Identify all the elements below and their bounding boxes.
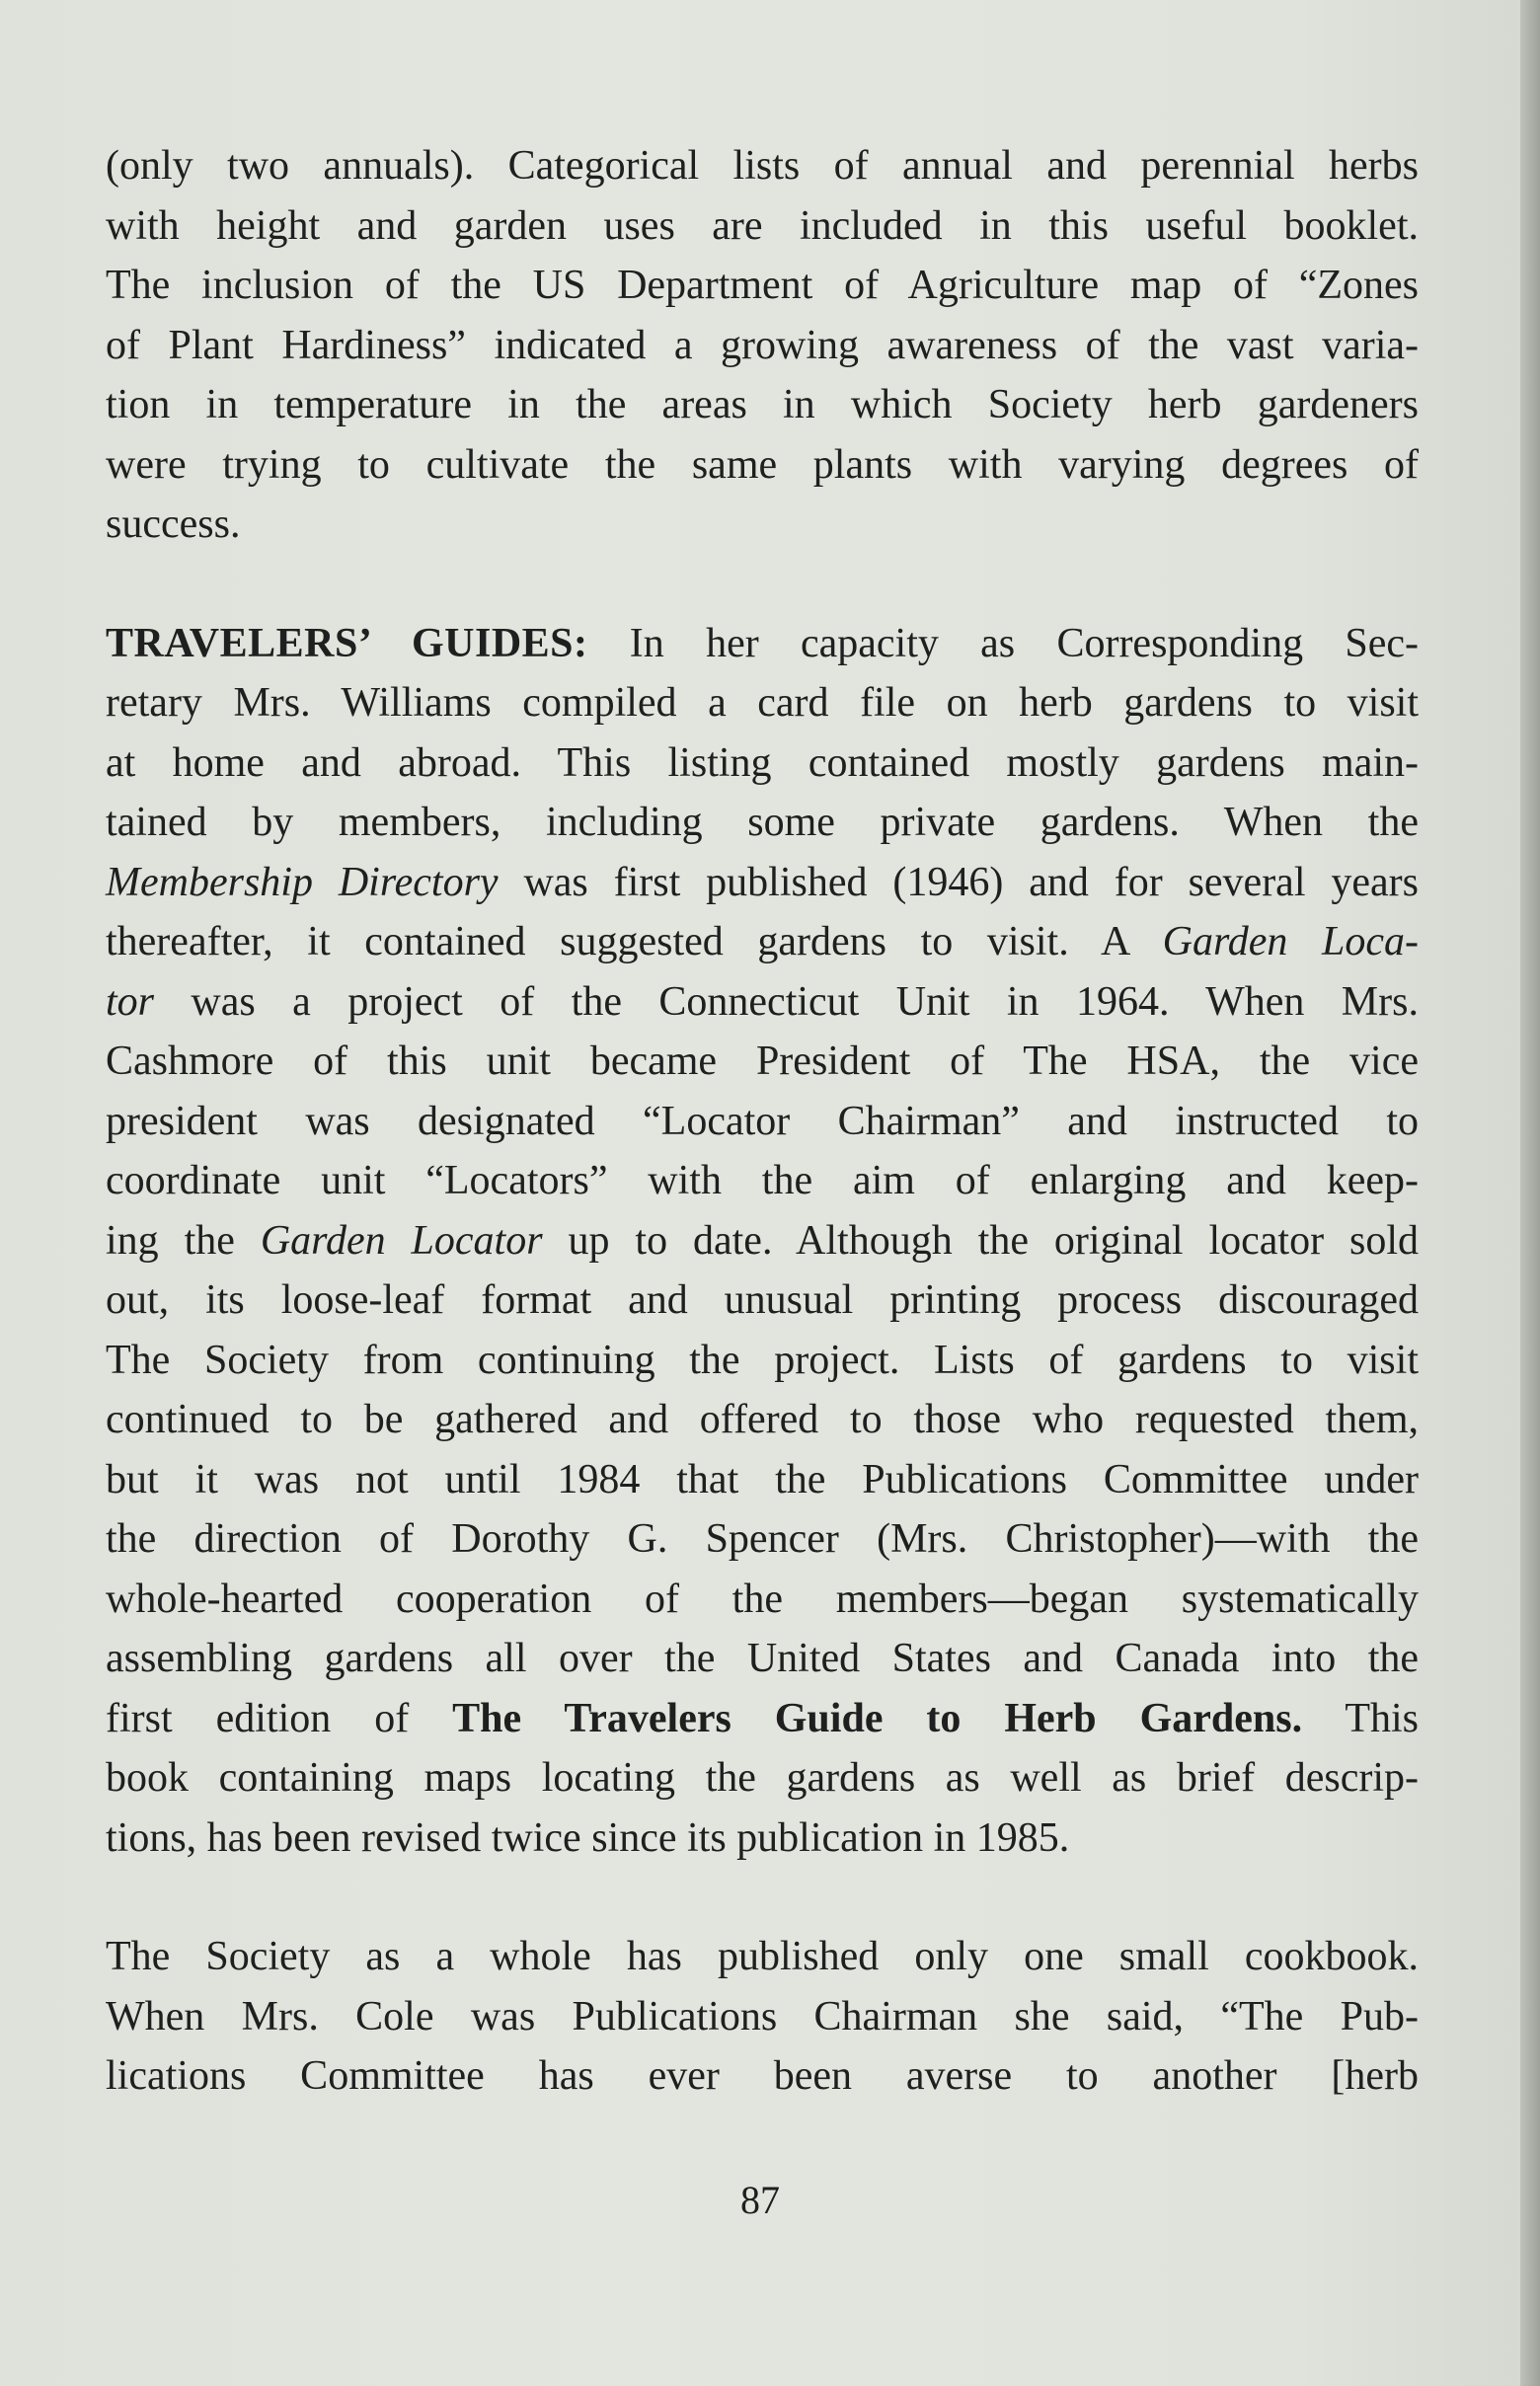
text-line: assembling gardens all over the United States and Canada into the — [106, 1636, 1419, 1681]
text-line: When Mrs. Cole was Publications Chairman she said, “The Pub- — [106, 1993, 1419, 2040]
text-line: tion in temperature in the areas in which Society herb gardeners — [106, 382, 1419, 427]
italic-title: Garden Locator — [260, 1217, 543, 1264]
page-number: 87 — [740, 2178, 780, 2222]
text-line: The Society from continuing the project. Lists of gardens to visit — [106, 1337, 1419, 1383]
text-line: of Plant Hardiness” indicated a growing awareness of the vast varia- — [106, 322, 1419, 368]
book-title: The Travelers Guide to Herb Gardens. — [452, 1695, 1303, 1741]
text-run: thereafter, it contained suggested gardens to visit. A — [106, 919, 1163, 964]
text-line: tained by members, including some private gardens. When the — [106, 800, 1419, 845]
paragraph-spacer — [106, 555, 1419, 614]
text-line: whole-hearted cooperation of the members—began systematically — [106, 1576, 1419, 1622]
paragraph-spacer — [106, 1868, 1419, 1927]
text-run: This — [1302, 1695, 1419, 1741]
text-line: at home and abroad. This listing contained mostly gardens main- — [106, 739, 1419, 786]
text-line: were trying to cultivate the same plants with varying degrees of — [106, 441, 1419, 488]
text-line: The inclusion of the US Department of Agriculture map of “Zones — [106, 263, 1419, 308]
text-run: In her capacity as Corresponding Sec- — [587, 620, 1419, 666]
text-line — [106, 1689, 1419, 1749]
text-line — [106, 853, 1419, 913]
paragraph-1 — [106, 136, 1419, 555]
paragraph-2 — [106, 614, 1419, 1869]
text-line — [106, 1211, 1419, 1271]
text-line: continued to be gathered and offered to those who requested them, — [106, 1397, 1419, 1442]
italic-title: Garden Loca- — [1162, 919, 1419, 964]
text-line: tions, has been revised twice since its publication in 1985. — [106, 1814, 1070, 1861]
text-line: success. — [106, 501, 241, 547]
text-run: up to date. Although the original locator sold — [542, 1217, 1419, 1264]
text-line — [106, 972, 1419, 1033]
page-edge — [1520, 0, 1540, 2386]
text-line: out, its loose-leaf format and unusual printing process discouraged — [106, 1277, 1419, 1323]
italic-title: tor — [106, 978, 155, 1025]
text-line: retary Mrs. Williams compiled a card file on herb gardens to visit — [106, 680, 1419, 726]
text-line — [106, 614, 1419, 674]
text-line: president was designated “Locator Chairman” and instructed to — [106, 1098, 1419, 1144]
text-run: was a project of the Connecticut Unit in 1964. When Mrs. — [154, 978, 1419, 1025]
text-line — [106, 912, 1419, 972]
body-text — [106, 136, 1419, 2107]
italic-title: Membership Directory — [106, 859, 499, 905]
text-line: lications Committee has ever been averse to another [herb — [106, 2053, 1419, 2099]
text-line: with height and garden uses are included in this useful booklet. — [106, 202, 1419, 249]
text-line: the direction of Dorothy G. Spencer (Mrs. Christopher)—with the — [106, 1516, 1419, 1562]
text-line: The Society as a whole has published only one small cookbook. — [106, 1934, 1419, 1979]
text-line: book containing maps locating the gardens as well as brief descrip- — [106, 1755, 1419, 1801]
paragraph-3 — [106, 1927, 1419, 2107]
text-line: Cashmore of this unit became President of The HSA, the vice — [106, 1039, 1419, 1084]
text-run: was first published (1946) and for several years — [498, 859, 1419, 905]
text-run: first edition of — [106, 1695, 453, 1741]
text-line: (only two annuals). Categorical lists of annual and perennial herbs — [106, 143, 1419, 189]
text-line: but it was not until 1984 that the Publications Committee under — [106, 1456, 1419, 1502]
section-heading: TRAVELERS’ GUIDES: — [106, 620, 588, 666]
text-run: ing the — [106, 1217, 261, 1264]
text-line: coordinate unit “Locators” with the aim of enlarging and keep- — [106, 1158, 1419, 1203]
